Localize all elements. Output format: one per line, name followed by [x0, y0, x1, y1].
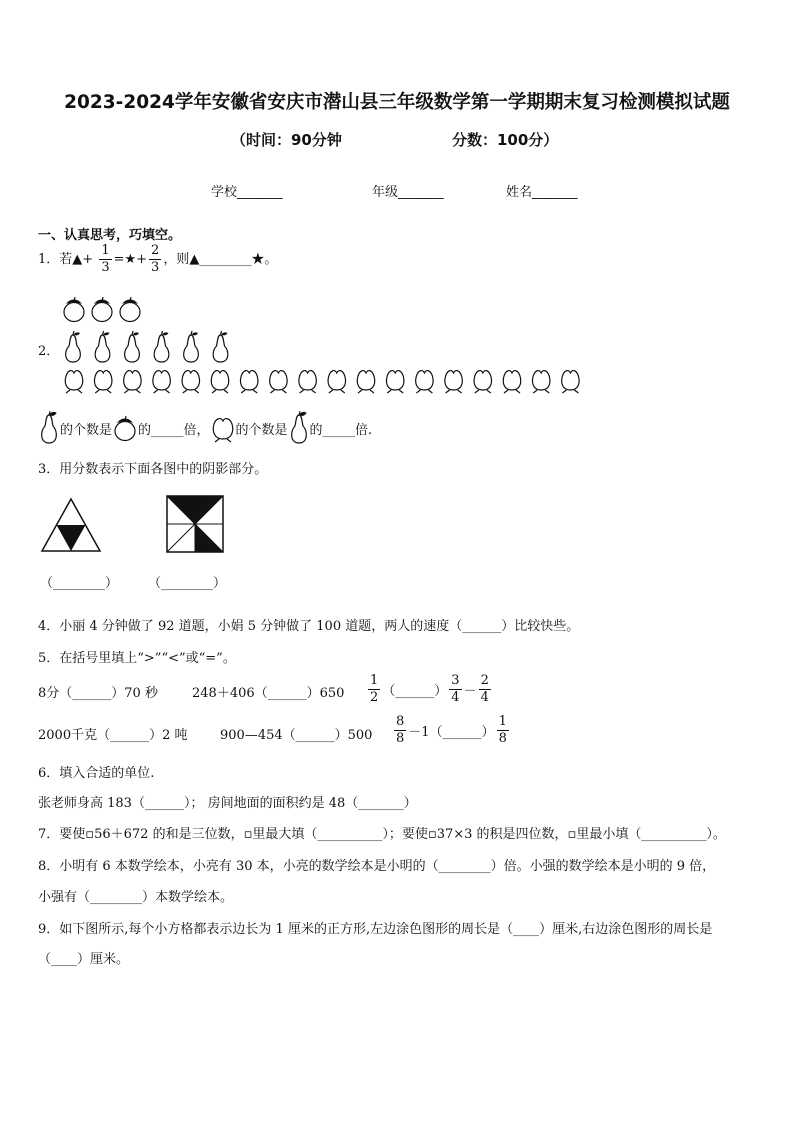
- fraction-one-third: $\frac{1}{3}$: [101, 243, 110, 275]
- apple-icon: [120, 297, 140, 322]
- apple-icon: [112, 414, 138, 442]
- pear-row: [62, 330, 239, 364]
- peach-icon: [562, 371, 579, 393]
- question-1: [38, 243, 277, 276]
- grade-field: 年级_______: [372, 185, 444, 200]
- question-4: 4．小丽 4 分钟做了 92 道题，小娟 5 分钟做了 100 道题，两人的速度（______）比较快些。: [38, 619, 580, 634]
- peach-icon: [153, 371, 170, 393]
- question-number: 2．: [38, 344, 60, 359]
- pear-icon: [154, 331, 169, 362]
- peach-icon: [328, 371, 345, 393]
- question-8-line-1: 8．小明有 6 本数学绘本，小亮有 30 本，小亮的数学绘本是小明的（________）倍。小强的数学绘本是小明的 9 倍，: [38, 859, 716, 874]
- q1-middle: =★+: [113, 252, 148, 267]
- question-9-line-1: 9．如下图所示,每个小方格都表示边长为 1 厘米的正方形,左边涂色图形的周长是（____）厘米,右边涂色图形的周长是: [38, 922, 713, 937]
- q2-text-1: 的个数是: [60, 422, 113, 438]
- q5-item-d: 2000千克（______）2 吨: [38, 728, 188, 743]
- peach-icon: [210, 413, 236, 443]
- exam-time: （时间：90分钟: [231, 131, 342, 149]
- q5-f-blank[interactable]: －1（______）: [408, 725, 495, 740]
- q1-prefix: 若▲+: [59, 252, 94, 267]
- peach-icon: [474, 371, 491, 393]
- q3-blank-2[interactable]: （________）: [148, 576, 227, 591]
- peach-icon: [65, 371, 82, 393]
- peach-icon: [445, 371, 462, 393]
- question-7: 7．要使▫56＋672 的和是三位数，▫里最大填（__________）；要使▫37×3 的积是四位数，▫里最小填（__________）。: [38, 827, 726, 842]
- question-9-line-2: （____）厘米。: [38, 952, 130, 967]
- pear-icon: [184, 331, 199, 362]
- q2-text-4: 的_____倍.: [309, 422, 373, 438]
- peach-row: [62, 366, 588, 394]
- q2-text-2: 的_____倍，: [138, 422, 210, 438]
- question-number: 1．: [38, 252, 60, 267]
- q1-suffix: ，则▲________★。: [163, 252, 278, 267]
- peach-icon: [386, 371, 403, 393]
- peach-icon: [299, 371, 316, 393]
- pear-icon: [66, 331, 81, 362]
- peach-icon: [182, 371, 199, 393]
- q5-item-f: $\frac{8}{8}$ －1（______） $\frac{1}{8}$: [396, 714, 507, 746]
- name-field: 姓名_______: [506, 185, 578, 200]
- peach-icon: [240, 371, 257, 393]
- question-6: 6．填入合适的单位.: [38, 766, 155, 781]
- peach-icon: [211, 371, 228, 393]
- q5-item-e: 900—454（______）500: [220, 728, 373, 743]
- exam-score: 分数：100分）: [452, 131, 559, 149]
- q5-c-blank[interactable]: （______）: [382, 684, 448, 699]
- section-heading: 一、认真思考，巧填空。: [38, 228, 182, 243]
- q6-line: 张老师身高 183（______）； 房间地面的面积约是 48（_______）: [38, 796, 417, 811]
- q5-item-b: 248＋406（______）650: [192, 686, 345, 701]
- peach-icon: [124, 371, 141, 393]
- pear-icon: [95, 331, 110, 362]
- peach-icon: [532, 371, 549, 393]
- pear-icon: [125, 331, 140, 362]
- q5-item-c: $\frac{1}{2}$ （______） $\frac{3}{4}$ － $\frac{2}{4}$: [370, 673, 489, 705]
- triangle-figure: [40, 497, 102, 553]
- question-2-text: [38, 411, 372, 445]
- question-3: 3．用分数表示下面各图中的阴影部分。: [38, 462, 268, 477]
- peach-icon: [270, 371, 287, 393]
- school-field: 学校_______: [211, 185, 283, 200]
- apple-icon: [64, 297, 84, 322]
- apple-row: [62, 295, 146, 323]
- peach-icon: [357, 371, 374, 393]
- q2-text-3: 的个数是: [235, 422, 288, 438]
- peach-icon: [94, 371, 111, 393]
- fraction-two-thirds: $\frac{2}{3}$: [151, 243, 160, 275]
- pear-icon: [288, 411, 310, 445]
- square-figure: [166, 495, 224, 553]
- pear-icon: [38, 411, 60, 445]
- peach-icon: [416, 371, 433, 393]
- question-5: 5．在括号里填上“>”“<”或“=”。: [38, 651, 236, 666]
- peach-icon: [503, 371, 520, 393]
- question-8-line-2: 小强有（________）本数学绘本。: [38, 890, 234, 905]
- q3-blank-1[interactable]: （________）: [40, 576, 119, 591]
- page-title: 2023-2024学年安徽省安庆市潜山县三年级数学第一学期期末复习检测模拟试题: [64, 92, 730, 113]
- pear-icon: [213, 331, 228, 362]
- apple-icon: [92, 297, 112, 322]
- q5-item-a: 8分（______）70 秒: [38, 686, 158, 701]
